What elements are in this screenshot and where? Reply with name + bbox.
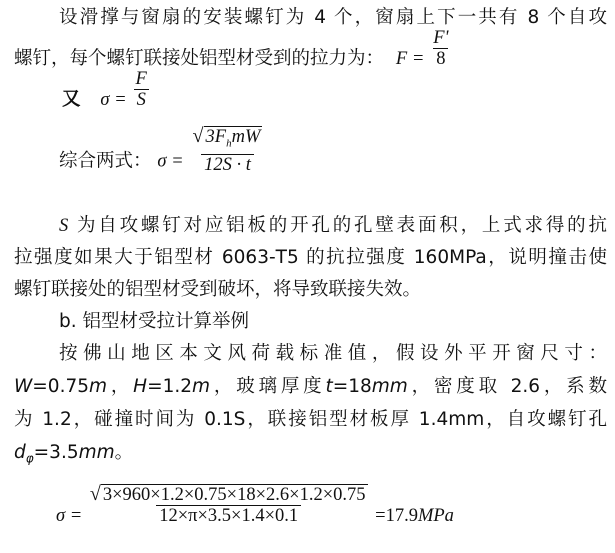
combined-num-sub: h: [226, 137, 232, 150]
final-denominator: 12×π×3.5×1.4×0.1: [156, 505, 301, 526]
para3-line4: [14, 440, 607, 472]
unit-W: m: [89, 376, 108, 397]
var-W: W: [14, 376, 33, 397]
unit-t: mm: [371, 376, 408, 397]
you-row: [14, 68, 607, 113]
para2-line1-text: 为自攻螺钉对应铝板的开孔的孔壁表面积，上式求得的抗: [76, 215, 607, 236]
para3-line1: 按佛山地区本文风荷载标准值，假设外平开窗尺寸：: [59, 343, 607, 364]
formula-F-denominator: 8: [433, 48, 448, 69]
combined-fraction: [190, 126, 266, 175]
val-d: =3.5: [33, 442, 79, 463]
para1-line2: 螺钉，每个螺钉联接处铝型材受到的拉力为：: [14, 48, 385, 69]
final-result: =17.9: [375, 506, 418, 526]
combined-label: 综合两式：: [59, 150, 152, 172]
section-b-title: b. 铝型材受拉计算举例: [59, 311, 250, 332]
combined-radicand: [204, 126, 263, 154]
formula-F-numerator: F': [433, 27, 449, 48]
you-denominator: S: [134, 89, 149, 110]
final-numerator: [87, 484, 371, 505]
unit-H: m: [192, 376, 211, 397]
end-mark: 。: [114, 442, 134, 463]
var-d: d: [14, 442, 26, 463]
var-d-sub: φ: [25, 451, 34, 466]
final-lhs: σ =: [56, 506, 83, 526]
combined-row: [14, 125, 607, 175]
para1-line1: 设滑撑与窗扇的安装螺钉为 4 个，窗扇上下一共有 8 个自攻: [59, 7, 607, 28]
radical-sign: √: [192, 125, 204, 147]
para2-line3: 螺钉联接处的铝型材受到破坏，将导致联接失效。: [14, 279, 422, 300]
sep-1: ，: [107, 376, 134, 397]
para3-line3: 为 1.2，碰撞时间为 0.1S，联接铝型材板厚 1.4mm，自攻螺钉孔: [14, 409, 607, 430]
para2-line1: [14, 213, 607, 239]
you-label: 又: [62, 89, 81, 110]
final-unit: MPa: [417, 506, 454, 526]
para2-line2: 拉强度如果大于铝型材 6063-T5 的抗拉强度 160MPa，说明撞击使: [14, 247, 607, 268]
var-t: t: [325, 376, 333, 397]
density-text: ，密度取 2.6，系数: [407, 376, 607, 397]
combined-num-tail: mW: [231, 127, 261, 147]
you-lhs: σ =: [100, 90, 127, 110]
final-radical-sign: √: [89, 482, 101, 505]
para2-var-S: S: [59, 216, 69, 236]
para3-line2: [14, 374, 607, 400]
combined-numerator: [190, 126, 266, 154]
para1-line2-row: [14, 27, 607, 72]
val-H: =1.2: [147, 376, 193, 397]
formula-F-lhs: F =: [395, 49, 425, 69]
val-t: =18: [332, 376, 372, 397]
glass-text: ，玻璃厚度: [210, 376, 326, 397]
combined-lhs: σ =: [157, 151, 184, 172]
unit-d: mm: [78, 442, 115, 463]
formula-F-fraction: [430, 28, 451, 69]
you-fraction: [133, 69, 150, 110]
combined-num-body: 3F: [205, 127, 227, 147]
final-radicand: 3×960×1.2×0.75×18×2.6×1.2×0.75: [102, 484, 366, 505]
var-H: H: [133, 376, 148, 397]
final-fraction: [87, 484, 371, 526]
val-W: =0.75: [32, 376, 89, 397]
you-numerator: F: [135, 68, 147, 89]
combined-denominator: 12S · t: [201, 154, 254, 175]
